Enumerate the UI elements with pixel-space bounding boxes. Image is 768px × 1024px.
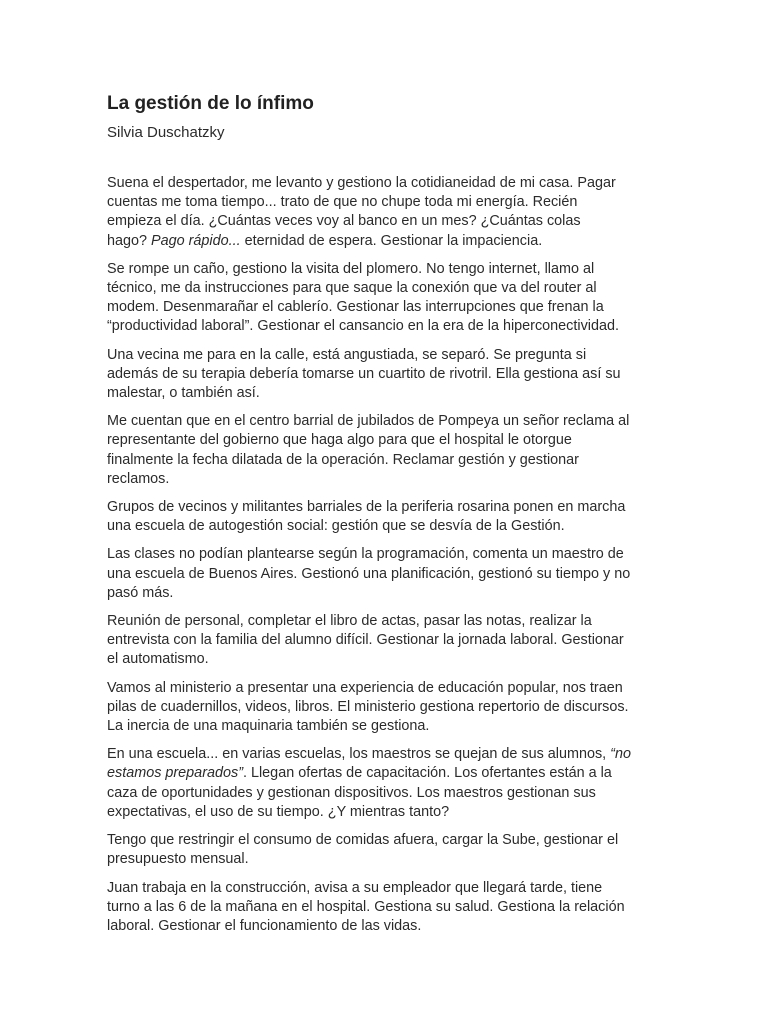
document-author: Silvia Duschatzky [107,124,225,141]
paragraph [107,346,667,404]
document-body [107,174,667,945]
paragraph [107,260,667,337]
paragraph-line: además de su terapia debería tomarse un cuartito de rivotril. Ella gestiona así su [107,365,621,382]
paragraph [107,174,667,251]
paragraph-line: pasó más. [107,584,174,601]
paragraph-line: una escuela de autogestión social: gestión que se desvía de la Gestión. [107,518,565,535]
paragraph-line: técnico, me da instrucciones para que saque la conexión que va del router al [107,280,597,297]
paragraph-line: “productividad laboral”. Gestionar el cansancio en la era de la hiperconectividad. [107,318,619,335]
paragraph-line: La inercia de una maquinaria también se gestiona. [107,718,430,735]
paragraph-line: pilas de cuadernillos, videos, libros. El ministerio gestiona repertorio de discursos. [107,698,629,715]
paragraph-line: Grupos de vecinos y militantes barriales de la periferia rosarina ponen en marcha [107,499,626,516]
paragraph [107,412,667,489]
paragraph [107,831,667,869]
paragraph-line: Reunión de personal, completar el libro de actas, pasar las notas, realizar la [107,613,592,630]
paragraph-line: finalmente la fecha dilatada de la operación. Reclamar gestión y gestionar [107,451,579,468]
paragraph-line: el automatismo. [107,651,209,668]
italic-text: Pago rápido... [151,232,241,249]
paragraph-line: expectativas, el uso de su tiempo. ¿Y mientras tanto? [107,803,450,820]
paragraph-line: Me cuentan que en el centro barrial de jubilados de Pompeya un señor reclama al [107,413,630,430]
paragraph-line: laboral. Gestionar el funcionamiento de las vidas. [107,917,422,934]
paragraph-line: En una escuela... en varias escuelas, los maestros se quejan de sus alumnos, “no [107,746,631,763]
paragraph-line: empieza el día. ¿Cuántas veces voy al banco en un mes? ¿Cuántas colas [107,213,581,230]
paragraph-line: Vamos al ministerio a presentar una experiencia de educación popular, nos traen [107,679,623,696]
paragraph-line: entrevista con la familia del alumno difícil. Gestionar la jornada laboral. Gestionar [107,632,624,649]
paragraph-line: Suena el despertador, me levanto y gestiono la cotidianeidad de mi casa. Pagar [107,175,616,191]
document-title: La gestión de lo ínfimo [107,93,314,114]
paragraph-line: modem. Desenmarañar el cablerío. Gestionar las interrupciones que frenan la [107,299,604,316]
paragraph-line: reclamos. [107,470,170,487]
paragraph-line: Tengo que restringir el consumo de comidas afuera, cargar la Sube, gestionar el [107,832,619,849]
paragraph-line: representante del gobierno que haga algo para que el hospital le otorgue [107,432,572,449]
paragraph-line: hago? Pago rápido... eternidad de espera. Gestionar la impaciencia. [107,232,543,249]
paragraph-line: una escuela de Buenos Aires. Gestionó una planificación, gestionó su tiempo y no [107,565,631,582]
paragraph [107,745,667,822]
paragraph-line: Se rompe un caño, gestiono la visita del plomero. No tengo internet, llamo al [107,260,595,277]
paragraph-line: Juan trabaja en la construcción, avisa a su empleador que llegará tarde, tiene [107,879,603,896]
italic-text: “no [610,746,631,763]
paragraph-line: presupuesto mensual. [107,851,249,868]
italic-text: estamos preparados” [107,765,243,782]
paragraph-line: Las clases no podían plantearse según la programación, comenta un maestro de [107,546,624,563]
paragraph-line: Una vecina me para en la calle, está angustiada, se separó. Se pregunta si [107,346,587,363]
paragraph-line: turno a las 6 de la mañana en el hospital. Gestiona su salud. Gestiona la relación [107,898,625,915]
paragraph [107,498,667,536]
paragraph [107,679,667,737]
paragraph [107,612,667,670]
paragraph [107,879,667,937]
paragraph [107,545,667,603]
paragraph-line: cuentas me toma tiempo... trato de que no chupe toda mi energía. Recién [107,194,578,211]
paragraph-line: malestar, o también así. [107,385,260,402]
paragraph-line: estamos preparados”. Llegan ofertas de capacitación. Los ofertantes están a la [107,765,612,782]
paragraph-line: caza de oportunidades y gestionan dispositivos. Los maestros gestionan sus [107,784,596,801]
